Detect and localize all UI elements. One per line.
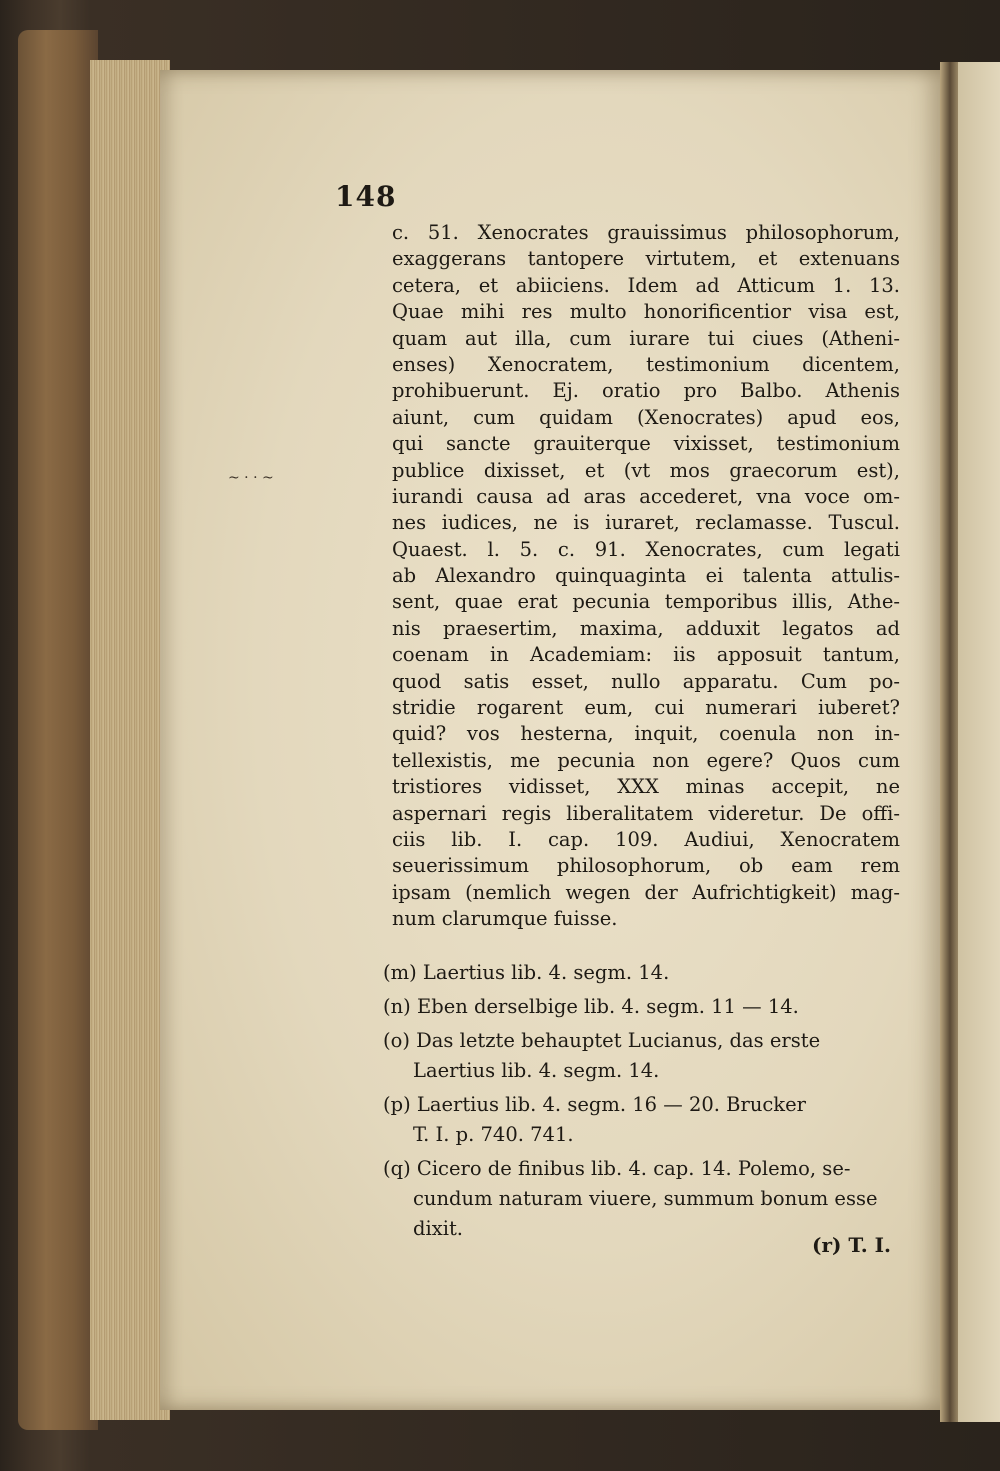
text-line: aspernari regis liberalitatem videretur. De offi- <box>392 801 900 825</box>
text-line: stridie rogarent eum, cui numerari iuberet? <box>392 696 900 720</box>
text-line: num clarumque fuisse. <box>392 907 618 931</box>
text-line: ciis lib. I. cap. 109. Audiui, Xenocratem <box>392 827 900 851</box>
margin-ink-mark: ~ · · ~ <box>228 470 274 486</box>
footnote-line: (n) Eben derselbige lib. 4. segm. 11 — 14. <box>383 995 799 1018</box>
footnote-line: (o) Das letzte behauptet Lucianus, das erste <box>383 1029 821 1052</box>
text-line: ab Alexandro quinquaginta ei talenta attulis- <box>392 564 900 588</box>
footnote-line: (q) Cicero de finibus lib. 4. cap. 14. Polemo, se- <box>383 1157 851 1180</box>
catchword: (r) T. I. <box>812 1233 891 1257</box>
text-line: Quae mihi res multo honorificentior visa est, <box>392 300 900 324</box>
right-page-edge <box>958 62 1000 1422</box>
footnote-line: (m) Laertius lib. 4. segm. 14. <box>383 961 670 984</box>
text-line: aiunt, cum quidam (Xenocrates) apud eos, <box>392 405 900 429</box>
text-line: publice dixisset, et (vt mos graecorum est), <box>392 458 900 482</box>
text-line: quod satis esset, nullo apparatu. Cum po- <box>392 669 900 693</box>
text-line: iurandi causa ad aras accederet, vna voce om- <box>392 484 900 508</box>
text-line: coenam in Academiam: iis apposuit tantum, <box>392 643 900 667</box>
book-gutter <box>940 62 960 1422</box>
footnote-line: dixit. <box>413 1217 463 1240</box>
text-line: nes iudices, ne is iuraret, reclamasse. Tuscul. <box>392 511 900 535</box>
text-line: tristiores vidisset, XXX minas accepit, ne <box>392 775 900 799</box>
text-line: prohibuerunt. Ej. oratio pro Balbo. Athenis <box>392 379 900 403</box>
text-line: ipsam (nemlich wegen der Aufrichtigkeit) mag- <box>392 880 900 904</box>
page-edges <box>90 60 170 1420</box>
text-line: qui sancte grauiterque vixisset, testimonium <box>392 432 900 456</box>
page-number: 148 <box>335 180 397 213</box>
text-line: Quaest. l. 5. c. 91. Xenocrates, cum legati <box>392 537 900 561</box>
text-line: tellexistis, me pecunia non egere? Quos cum <box>392 748 900 772</box>
text-line: cetera, et abiiciens. Idem ad Atticum 1. 13. <box>392 273 900 297</box>
footnote-line: (p) Laertius lib. 4. segm. 16 — 20. Brucker <box>383 1093 806 1116</box>
text-line: nis praesertim, maxima, adduxit legatos ad <box>392 616 900 640</box>
main-text-block <box>392 220 900 933</box>
text-line: enses) Xenocratem, testimonium dicentem, <box>392 352 900 376</box>
footnote-line: cundum naturam viuere, summum bonum esse <box>413 1187 878 1210</box>
text-line: sent, quae erat pecunia temporibus illis, Athe- <box>392 590 900 614</box>
text-line: quam aut illa, cum iurare tui ciues (Atheni- <box>392 326 900 350</box>
footnote-line: T. I. p. 740. 741. <box>413 1123 574 1146</box>
footnote-line: Laertius lib. 4. segm. 14. <box>413 1059 660 1082</box>
text-line: seuerissimum philosophorum, ob eam rem <box>392 854 900 878</box>
footnotes-block <box>383 958 901 1244</box>
text-line: quid? vos hesterna, inquit, coenula non in- <box>392 722 900 746</box>
text-line: exaggerans tantopere virtutem, et extenuans <box>392 247 900 271</box>
text-line: c. 51. Xenocrates grauissimus philosophorum, <box>392 221 900 244</box>
book-spine <box>18 30 98 1430</box>
